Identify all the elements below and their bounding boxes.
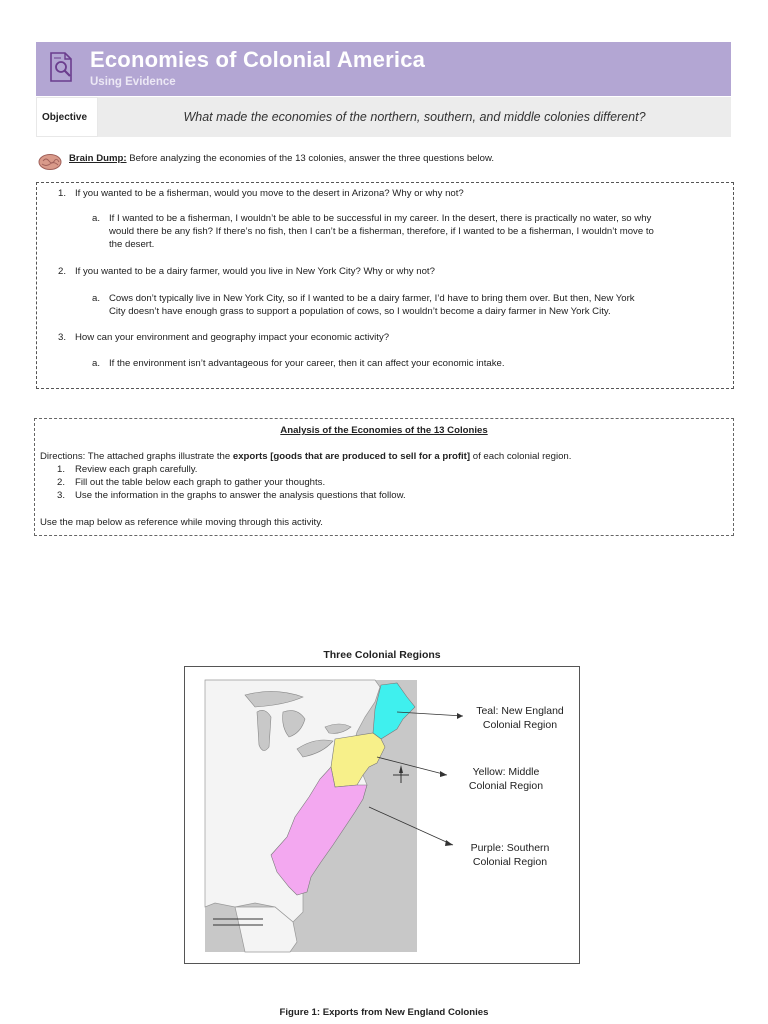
question-number: 3.: [58, 332, 67, 343]
answer-line: the desert.: [109, 238, 155, 250]
brain-dump-text: Before analyzing the economies of the 13 colonies, answer the three questions below.: [126, 153, 495, 164]
purple-pointer-arrow: [445, 840, 453, 846]
brain-dump-intro: [69, 153, 494, 164]
answer-3: [109, 358, 729, 371]
legend-line: Colonial Region: [468, 780, 544, 792]
question-2: If you wanted to be a dairy farmer, would you live in New York City? Why or why not?: [75, 266, 435, 277]
lake-michigan: [257, 710, 271, 750]
question-number: 2.: [58, 266, 67, 277]
colonial-regions-map: [184, 666, 580, 964]
answer-marker: a.: [92, 358, 101, 369]
directions-text-end: of each colonial region.: [470, 451, 572, 462]
step-number: 2.: [57, 477, 66, 488]
figure-caption: Figure 1: Exports from New England Colonies: [279, 1007, 489, 1018]
answer-line: If I wanted to be a fisherman, I wouldn’t be able to be successful in my career. In the desert, there is practically no water, so why: [109, 213, 652, 224]
legend-new-england: [465, 704, 575, 732]
brain-icon: [38, 153, 62, 171]
legend-line: Purple: Southern: [470, 842, 550, 854]
header-banner: [36, 42, 731, 96]
page-title: Economies of Colonial America: [90, 47, 426, 72]
teal-pointer-arrow: [457, 713, 463, 719]
brain-dump-questions-box: [36, 182, 734, 389]
analysis-box: [34, 418, 734, 536]
directions-text: Directions: The attached graphs illustrate the: [40, 451, 233, 462]
legend-southern: [455, 841, 565, 869]
question-1: If you wanted to be a fisherman, would you move to the desert in Arizona? Why or why not?: [75, 188, 464, 199]
step-1: Review each graph carefully.: [75, 464, 198, 475]
answer-1: [109, 213, 729, 251]
step-3: Use the information in the graphs to answer the analysis questions that follow.: [75, 490, 406, 501]
brain-dump-label: Brain Dump:: [69, 153, 127, 164]
objective-row: [36, 97, 731, 137]
map-title: Three Colonial Regions: [323, 649, 441, 661]
answer-line: If the environment isn’t advantageous for your career, then it can affect your economic intake.: [109, 358, 505, 369]
legend-line: Colonial Region: [482, 719, 558, 731]
objective-question: What made the economies of the northern, southern, and middle colonies different?: [98, 97, 731, 137]
step-number: 3.: [57, 490, 66, 501]
question-number: 1.: [58, 188, 67, 199]
legend-line: Colonial Region: [472, 856, 548, 868]
step-number: 1.: [57, 464, 66, 475]
magnifier-document-icon: [46, 50, 78, 84]
legend-line: Teal: New England: [476, 705, 564, 717]
answer-2: [109, 293, 729, 319]
answer-marker: a.: [92, 293, 101, 304]
answer-line: Cows don’t typically live in New York City, so if I wanted to be a dairy farmer, I’d have to bring them over. But then, New York: [109, 293, 635, 304]
directions-bold: exports [goods that are produced to sell for a profit]: [232, 451, 471, 462]
step-2: Fill out the table below each graph to gather your thoughts.: [75, 477, 326, 488]
answer-marker: a.: [92, 213, 101, 224]
map-reference-note: Use the map below as reference while moving through this activity.: [40, 517, 323, 528]
answer-line: would there be any fish? If there’s no fish, then I can’t be a fisherman, therefore, if I wanted to be a fisherman, I wouldn’t move to: [109, 225, 654, 237]
answer-line: City doesn’t have enough grass to support a population of cows, so I wouldn’t become a dairy farmer in New York City.: [109, 305, 611, 317]
yellow-pointer-arrow: [440, 771, 447, 777]
analysis-directions: [40, 451, 571, 463]
legend-middle: [451, 765, 561, 793]
question-3: How can your environment and geography impact your economic activity?: [75, 332, 390, 343]
objective-label: Objective: [36, 97, 98, 137]
page-subtitle: Using Evidence: [90, 76, 176, 88]
analysis-title: Analysis of the Economies of the 13 Colonies: [280, 425, 488, 436]
legend-line: Yellow: Middle: [472, 766, 540, 778]
